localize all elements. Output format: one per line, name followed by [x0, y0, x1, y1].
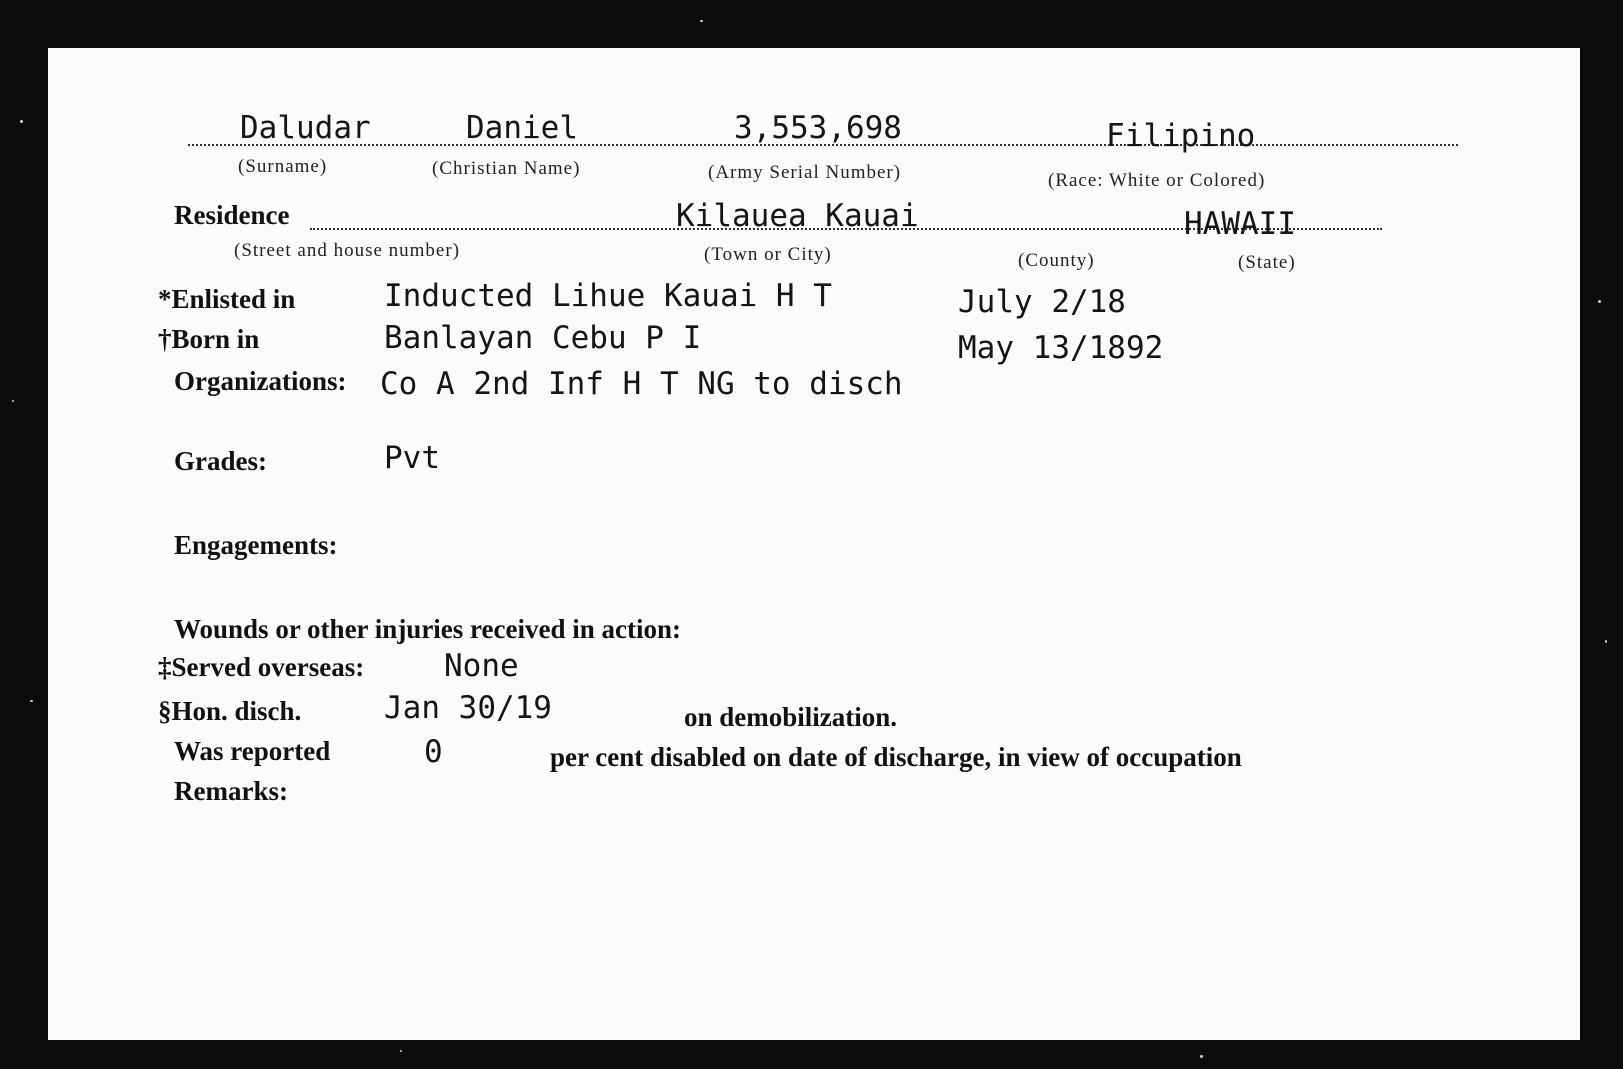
- surname-value: Daludar: [240, 110, 371, 146]
- discharge-reason: on demobilization.: [684, 702, 898, 732]
- street-caption: (Street and house number): [234, 240, 461, 261]
- organizations-value: Co A 2nd Inf H T NG to disch: [380, 366, 903, 402]
- disability-percent-value: 0: [424, 734, 443, 770]
- residence-state-value: HAWAII: [1184, 206, 1296, 242]
- served-overseas-value: None: [444, 648, 519, 684]
- grades-label: Grades:: [174, 446, 267, 476]
- honorable-discharge-label: §Hon. disch.: [158, 696, 302, 726]
- honorable-discharge-date: Jan 30/19: [384, 690, 552, 726]
- wounds-label: Wounds or other injuries received in action:: [174, 614, 682, 644]
- served-overseas-label: ‡Served overseas:: [158, 652, 365, 682]
- christian-name-caption: (Christian Name): [432, 158, 581, 179]
- disability-statement: per cent disabled on date of discharge, in view of occupation: [550, 742, 1242, 772]
- serial-number-caption: (Army Serial Number): [708, 162, 902, 183]
- born-date-value: May 13/1892: [958, 330, 1164, 366]
- race-caption: (Race: White or Colored): [1048, 170, 1266, 191]
- engagements-label: Engagements:: [174, 530, 338, 560]
- enlisted-place-value: Inducted Lihue Kauai H T: [384, 278, 832, 314]
- born-label: †Born in: [158, 324, 260, 354]
- christian-name-value: Daniel: [466, 110, 578, 146]
- enlisted-date-value: July 2/18: [958, 284, 1126, 320]
- residence-label: Residence: [174, 200, 290, 230]
- grades-value: Pvt: [384, 440, 440, 476]
- residence-town-value: Kilauea Kauai: [676, 198, 919, 234]
- service-record-card: [48, 48, 1580, 1040]
- was-reported-label: Was reported: [174, 736, 331, 766]
- remarks-label: Remarks:: [174, 776, 288, 806]
- race-value: Filipino: [1106, 118, 1256, 154]
- organizations-label: Organizations:: [174, 366, 347, 396]
- enlisted-label: *Enlisted in: [158, 284, 296, 314]
- serial-number-value: 3,553,698: [734, 110, 902, 146]
- town-caption: (Town or City): [704, 244, 832, 265]
- state-caption: (State): [1238, 252, 1296, 273]
- born-place-value: Banlayan Cebu P I: [384, 320, 702, 356]
- county-caption: (County): [1018, 250, 1095, 271]
- surname-caption: (Surname): [238, 156, 328, 177]
